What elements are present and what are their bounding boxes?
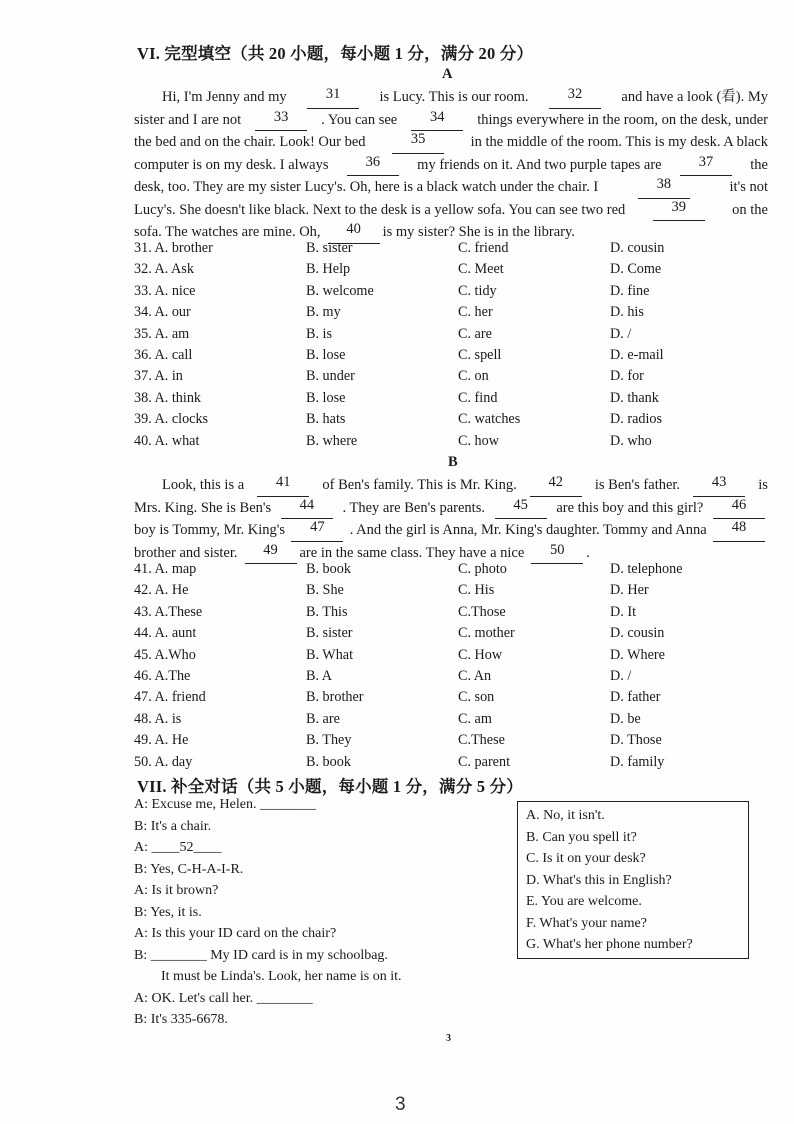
option-choice[interactable]: D. telephone [610,561,683,577]
passage-text: boy is Tommy, Mr. King's [134,522,286,538]
option-choice[interactable]: B. is [306,325,333,342]
answer-blank[interactable]: 37 [680,154,732,177]
option-choice[interactable]: D. thank [610,389,659,406]
passage-line [134,109,768,132]
option-choice[interactable]: D. / [610,668,632,684]
answer-blank[interactable]: 33 [255,109,307,132]
passage-text: . They are Ben's parents. [342,499,485,516]
answer-blank[interactable]: 46 [713,497,765,520]
passage-text: are in the same class. They have a nice [299,544,525,561]
option-choice[interactable]: 45. A.Who [134,646,196,663]
option-choice[interactable]: D. cousin [610,240,665,256]
option-choice[interactable]: B. hats [306,411,346,428]
answer-blank[interactable]: 40 [328,221,380,244]
inner-page-number: 3 [446,1033,451,1044]
dialog-line: B: ________ My ID card is in my schoolbag. [134,947,388,963]
option-choice[interactable]: C. son [458,689,495,706]
option-choice[interactable]: D. fine [610,282,650,299]
option-choice[interactable]: B. lose [306,347,346,363]
option-choice[interactable]: C. am [458,710,492,727]
dialog-line: B: Yes, C-H-A-I-R. [134,861,244,877]
passage-text: things everywhere in the room, on the desk, under [477,111,768,128]
passage-text: sister and I are not [134,111,242,128]
passage-text: . You can see [321,111,398,128]
option-choice[interactable]: C. on [458,368,489,385]
choice-option[interactable]: B. Can you spell it? [526,829,637,845]
option-choice[interactable]: 47. A. friend [134,689,206,706]
option-choice[interactable]: 49. A. He [134,732,189,749]
option-choice[interactable]: C. photo [458,561,507,577]
option-choice[interactable]: B. Help [306,261,351,278]
option-choice[interactable]: B. What [306,646,354,663]
passage-text: the [750,156,768,173]
dialog-line: A: OK. Let's call her. ________ [134,990,313,1006]
answer-blank[interactable]: 50 [531,542,583,565]
passage-text: . And the girl is Anna, Mr. King's daughter. Tommy and Anna [349,522,707,538]
option-choice[interactable]: B. brother [306,689,364,706]
answer-blank[interactable]: 31 [307,86,359,109]
dialog-line: A: Is this your ID card on the chair? [134,926,337,941]
dialog-line: B: Yes, it is. [134,904,202,920]
option-choice[interactable]: C. tidy [458,282,497,299]
option-choice[interactable]: C. how [458,432,499,449]
passage-text: Hi, I'm Jenny and my [162,89,287,105]
passage-line [134,519,768,542]
answer-blank[interactable]: 35 [392,131,444,154]
option-choice[interactable]: B. my [306,304,341,321]
option-choice[interactable]: B. book [306,753,351,770]
passage-text: . [586,544,590,561]
answer-blank[interactable]: 49 [245,542,297,565]
option-choice[interactable]: D. family [610,753,665,770]
answer-blank[interactable]: 39 [653,199,705,222]
option-choice[interactable]: 46. A.The [134,668,191,684]
option-choice[interactable]: 34. A. our [134,304,191,321]
option-choice[interactable]: C.Those [458,603,506,620]
option-choice[interactable]: B. A [306,668,333,684]
option-choice[interactable]: B. lose [306,389,346,406]
passage-text: it's not [729,179,768,195]
answer-blank[interactable]: 44 [281,497,333,520]
option-choice[interactable]: C.These [458,732,505,749]
passage-a-label: A [442,66,453,82]
option-choice[interactable]: D. Where [610,646,665,663]
dialog-line: A: Excuse me, Helen. ________ [134,797,316,812]
option-choice[interactable]: C. friend [458,240,509,256]
option-choice[interactable]: 35. A. am [134,325,190,342]
answer-blank[interactable]: 43 [693,474,745,497]
passage-line [134,221,768,244]
option-choice[interactable]: C. spell [458,347,502,363]
option-choice[interactable]: C. How [458,646,503,663]
passage-text: computer is on my desk. I always [134,156,329,173]
passage-b-label: B [448,454,458,470]
dialog-line: B: It's a chair. [134,818,212,834]
passage-text: desk, too. They are my sister Lucy's. Oh, here is a black watch under the chair. I [134,179,599,195]
option-choice[interactable]: 44. A. aunt [134,625,197,642]
footer-page-number: 3 [395,1094,406,1115]
passage-text: of Ben's family. This is Mr. King. [322,477,517,493]
passage-text: is Lucy. This is our room. [379,89,529,105]
dialog-line: B: It's 335-6678. [134,1012,228,1027]
passage-text: is my sister? She is in the library. [382,224,575,240]
option-choice[interactable]: B. where [306,432,358,449]
passage-text: is [758,477,768,493]
option-choice[interactable]: 41. A. map [134,561,197,577]
option-choice[interactable]: 37. A. in [134,368,183,385]
passage-text: Lucy's. She doesn't like black. Next to the desk is a yellow sofa. You can see two red [134,201,626,218]
option-choice[interactable]: D. Come [610,261,662,278]
passage-text: are this boy and this girl? [556,499,704,516]
option-choice[interactable]: 36. A. call [134,347,193,363]
option-choice[interactable]: 48. A. is [134,710,182,727]
choice-option[interactable]: C. Is it on your desk? [526,851,646,866]
choice-option[interactable]: A. No, it isn't. [526,808,605,823]
option-choice[interactable]: B. are [306,710,340,727]
answer-blank[interactable]: 45 [495,497,547,520]
choice-option[interactable]: D. What's this in English? [526,872,672,888]
choice-option[interactable]: F. What's your name? [526,915,647,931]
answer-blank[interactable]: 34 [411,109,463,132]
answer-blank[interactable]: 42 [530,474,582,497]
option-choice[interactable]: C. An [458,668,492,684]
option-choice[interactable]: B. under [306,368,355,385]
option-choice[interactable]: C. mother [458,625,515,642]
passage-line [134,474,768,497]
option-choice[interactable]: C. watches [458,411,521,428]
passage-text: on the [732,201,768,218]
passage-a [134,86,768,244]
answer-blank[interactable]: 47 [291,519,343,542]
choice-option[interactable]: E. You are welcome. [526,894,642,909]
answer-blank[interactable]: 36 [347,154,399,177]
option-choice[interactable]: 32. A. Ask [134,261,194,278]
option-choice[interactable]: C. are [458,325,492,342]
passage-text: and have a look (看). My [621,89,768,105]
option-choice[interactable]: 38. A. think [134,389,202,406]
choice-option[interactable]: G. What's her phone number? [526,937,693,952]
option-choice[interactable]: C. her [458,304,493,321]
passage-text: Mrs. King. She is Ben's [134,499,272,516]
option-choice[interactable]: D. Those [610,732,662,749]
section-7-heading: VII. 补全对话（共 5 小题，每小题 1 分，满分 5 分） [137,777,523,796]
option-choice[interactable]: B. sister [306,625,353,642]
option-choice[interactable]: C. find [458,389,498,406]
choice-box [517,801,749,959]
option-choice[interactable]: C. parent [458,753,511,770]
passage-text: sofa. The watches are mine. Oh, [134,224,321,240]
option-choice[interactable]: D. Her [610,582,649,599]
answer-blank[interactable]: 41 [257,474,309,497]
option-choice[interactable]: B. book [306,561,351,577]
passage-line [134,131,768,154]
answer-blank[interactable]: 32 [549,86,601,109]
option-choice[interactable]: D. It [610,603,637,620]
passage-text: brother and sister. [134,544,238,561]
option-choice[interactable]: D. be [610,710,641,727]
option-choice[interactable]: D. father [610,689,661,706]
dialog-line: A: ____52____ [134,840,222,855]
passage-text: in the middle of the room. This is my desk. A black [470,134,768,150]
option-choice[interactable]: B. She [306,582,344,599]
option-choice[interactable]: 40. A. what [134,432,200,449]
option-choice[interactable]: D. / [610,325,632,342]
option-choice[interactable]: 39. A. clocks [134,411,209,428]
passage-text: is Ben's father. [594,477,681,493]
dialog-line: It must be Linda's. Look, her name is on it. [161,969,402,984]
option-choice[interactable]: C. His [458,582,495,599]
option-choice[interactable]: D. cousin [610,625,665,642]
section-6-heading: VI. 完型填空（共 20 小题，每小题 1 分，满分 20 分） [137,44,534,63]
answer-blank[interactable]: 38 [638,176,690,199]
option-choice[interactable]: B. They [306,732,352,749]
option-choice[interactable]: D. e-mail [610,347,664,363]
passage-text: my friends on it. And two purple tapes are [417,156,662,173]
dialog-line: A: Is it brown? [134,883,219,898]
option-choice[interactable]: 43. A.These [134,603,203,620]
passage-line [134,497,768,520]
option-choice[interactable]: 33. A. nice [134,282,196,299]
option-choice[interactable]: D. his [610,304,644,321]
passage-line [134,176,768,199]
option-choice[interactable]: 42. A. He [134,582,189,599]
answer-blank[interactable]: 48 [713,519,765,542]
passage-line [134,86,768,109]
passage-text: the bed and on the chair. Look! Our bed [134,134,366,150]
option-choice[interactable]: B. This [306,603,348,620]
passage-line [134,154,768,177]
option-choice[interactable]: D. who [610,432,652,449]
option-choice[interactable]: 50. A. day [134,753,193,770]
passage-text: Look, this is a [162,477,245,493]
option-choice[interactable]: D. for [610,368,644,385]
option-choice[interactable]: 31. A. brother [134,240,213,256]
option-choice[interactable]: B. sister [306,240,353,256]
option-choice[interactable]: C. Meet [458,261,504,278]
option-choice[interactable]: B. welcome [306,282,374,299]
passage-line [134,199,768,222]
passage-b [134,474,768,564]
option-choice[interactable]: D. radios [610,411,663,428]
